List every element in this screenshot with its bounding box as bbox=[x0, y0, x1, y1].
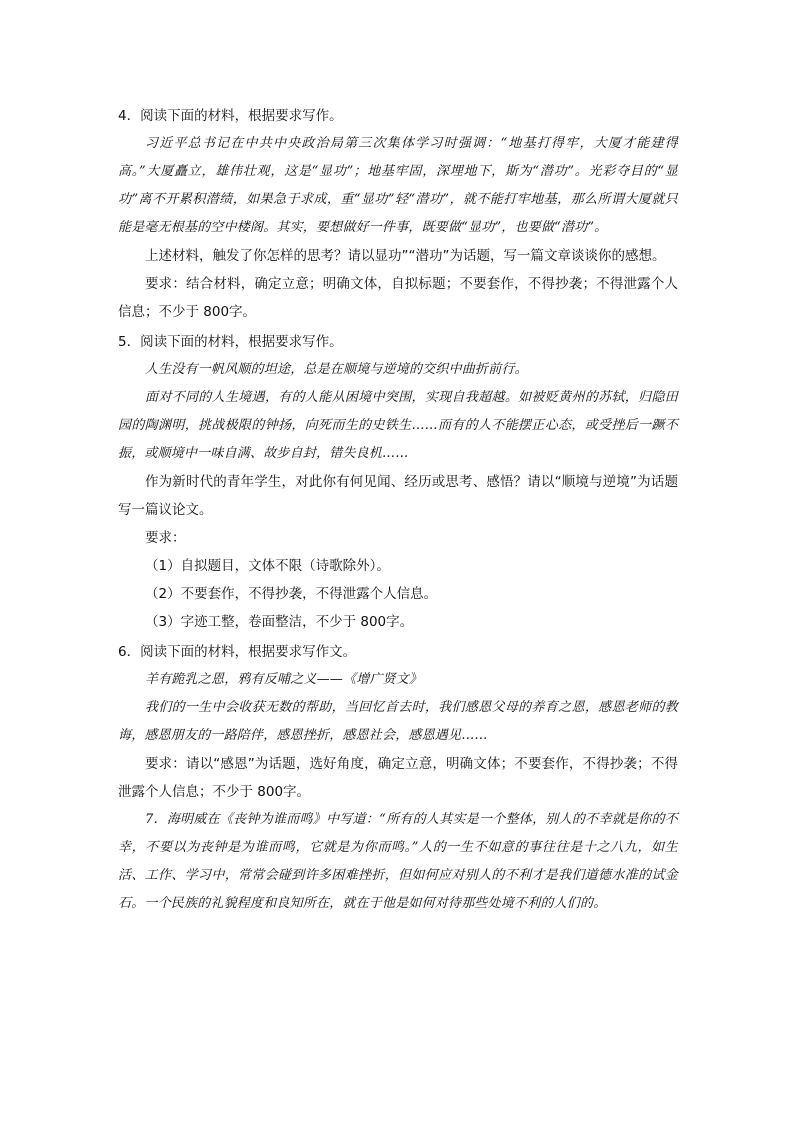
q5-requirement-item: （2）不要套作，不得抄袭，不得泄露个人信息。 bbox=[145, 586, 438, 602]
q4-material: 习近平总书记在中共中央政治局第三次集体学习时强调：“地基打得牢，大厦才能建得高。”大厦矗立，雄伟壮观，这是“显功”；地基牢固，深埋地下，斯为“潜功”。光彩夺目的“显功”离不开累积潜绩，如果急于求成，重“显功”轻“潜功”，就不能打牢地基，那么所谓大厦就只能是毫无根基的空中楼阁。其实，要想做好一件事，既要做“显功”，也要做“潜功”。 bbox=[118, 136, 678, 235]
q7-material: 7．海明威在《丧钟为谁而鸣》中写道：“所有的人其实是一个整体，别人的不幸就是你的不幸，不要以为丧钟是为谁而鸣，它就是为你而鸣。”人的一生不如意的事往往是十之八九，如生活、工作、学习中，常常会碰到许多困难挫折，但如何应对别人的不利才是我们道德水准的试金石。一个民族的礼貌程度和良知所在，就在于他是如何对待那些处境不利的人们的。 bbox=[118, 812, 678, 911]
q4-prompt: 上述材料，触发了你怎样的思考？请以显功”“潜功”为话题，写一篇文章谈谈你的感想。 bbox=[145, 248, 666, 264]
q5-material-1: 人生没有一帆风顺的坦途，总是在顺境与逆境的交织中曲折前行。 bbox=[145, 362, 528, 377]
q5-requirement-item: （1）自拟题目，文体不限（诗歌除外）。 bbox=[145, 558, 390, 574]
q4-requirement: 要求：结合材料，确定立意；明确文体，自拟标题；不要套作，不得抄袭；不得泄露个人信息；不少于 800字。 bbox=[118, 276, 678, 320]
q5-prompt: 作为新时代的青年学生，对此你有何见闻、经历或思考、感悟？请以“顺境与逆境”为话题写一篇议论文。 bbox=[118, 474, 678, 518]
q6-heading: 6．阅读下面的材料，根据要求写作文。 bbox=[118, 644, 357, 660]
q5-requirement-label: 要求： bbox=[145, 530, 186, 546]
q5-requirement-item: （3）字迹工整，卷面整洁，不少于 800字。 bbox=[145, 614, 414, 630]
document-content bbox=[118, 100, 678, 918]
q5-material-2: 面对不同的人生境遇，有的人能从困境中突围，实现自我超越。如被贬黄州的苏轼，归隐田园的陶渊明，挑战极限的钟扬，向死而生的史铁生……而有的人不能摆正心态，或受挫后一蹶不振，或顺境中一味自满、故步自封，错失良机…… bbox=[118, 390, 678, 461]
q6-material: 我们的一生中会收获无数的帮助，当回忆首去时，我们感恩父母的养育之恩，感恩老师的教诲，感恩朋友的一路陪伴，感恩挫折，感恩社会，感恩遇见…… bbox=[118, 700, 678, 743]
q5-heading: 5．阅读下面的材料，根据要求写作。 bbox=[118, 334, 343, 350]
q4-heading: 4．阅读下面的材料，根据要求写作。 bbox=[118, 108, 343, 124]
q6-quote: 羊有跪乳之恩，鸦有反哺之义——《增广贤文》 bbox=[145, 672, 423, 687]
q6-requirement: 要求：请以“感恩”为话题，选好角度，确定立意，明确文体；不要套作，不得抄袭；不得泄露个人信息；不少于 800字。 bbox=[118, 756, 678, 800]
